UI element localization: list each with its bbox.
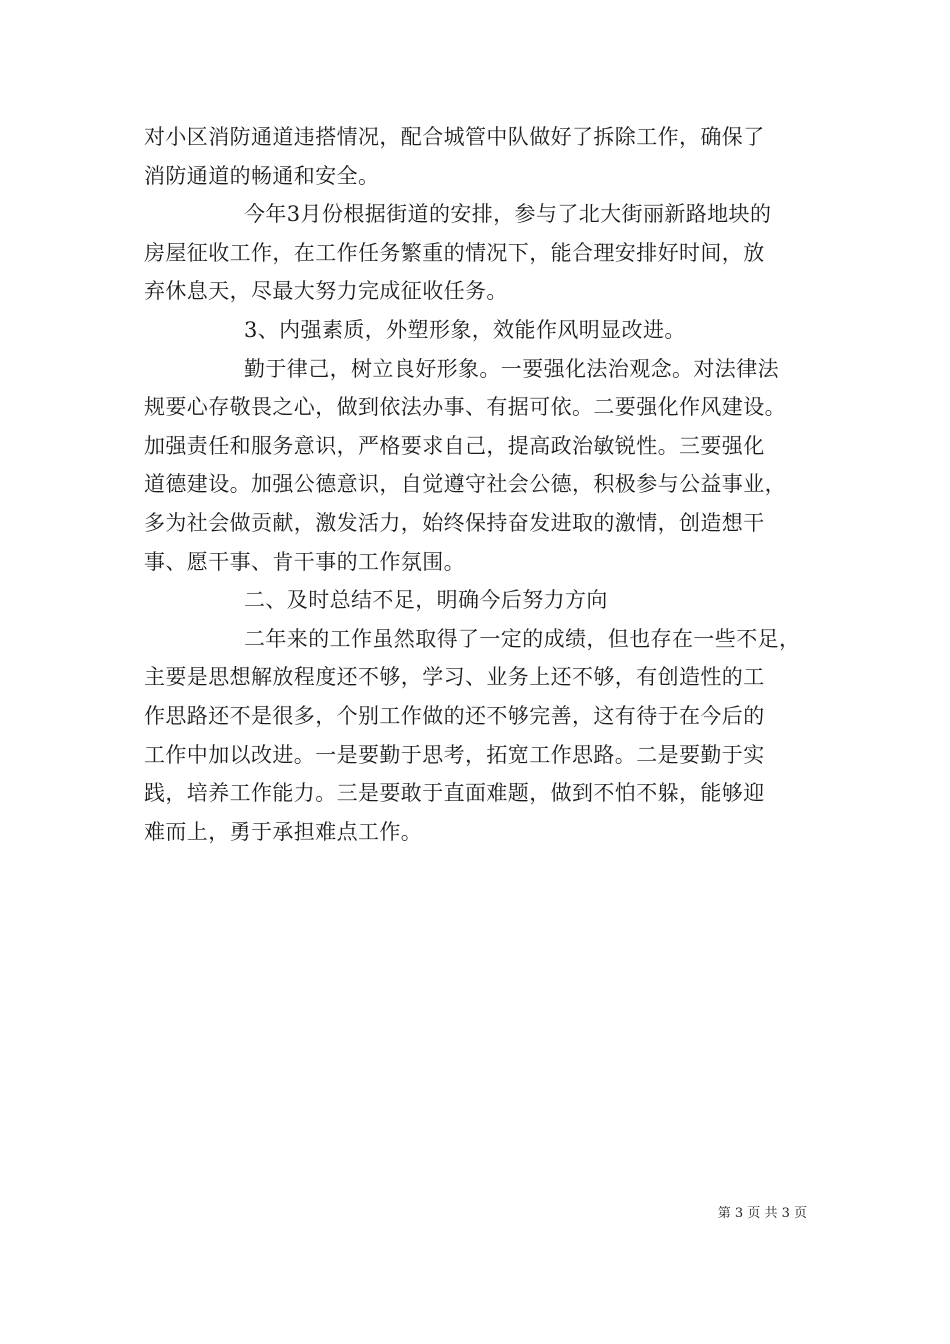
paragraph-start-line: 今年3月份根据街道的安排，参与了北大街丽新路地块的 [244, 202, 772, 227]
text-line: 加强责任和服务意识，严格要求自己，提高政治敏锐性。三要强化 [144, 433, 765, 458]
text-line: 主要是思想解放程度还不够，学习、业务上还不够，有创造性的工 [144, 665, 765, 690]
text-line: 践，培养工作能力。三是要敢于直面难题，做到不怕不躲，能够迎 [144, 781, 765, 806]
text-line: 规要心存敬畏之心，做到依法办事、有据可依。二要强化作风建设。 [144, 395, 786, 420]
text-line: 弃休息天，尽最大努力完成征收任务。 [144, 279, 508, 304]
text-line: 消防通道的畅通和安全。 [144, 163, 380, 188]
text-line: 多为社会做贡献，激发活力，始终保持奋发进取的激情，创造想干 [144, 510, 765, 535]
paragraph-start-line: 勤于律己，树立良好形象。一要强化法治观念。对法律法 [244, 356, 779, 381]
text-line: 作思路还不是很多，个别工作做的还不够完善，这有待于在今后的 [144, 703, 765, 728]
text-line: 道德建设。加强公德意识，自觉遵守社会公德，积极参与公益事业， [144, 472, 786, 497]
body-text [144, 118, 820, 851]
paragraph-start-line: 二年来的工作虽然取得了一定的成绩，但也存在一些不足， [244, 626, 801, 651]
text-line: 工作中加以改进。一是要勤于思考，拓宽工作思路。二是要勤于实 [144, 742, 765, 767]
section-heading-line: 3、内强素质，外塑形象，效能作风明显改进。 [244, 317, 686, 342]
text-line: 难而上，勇于承担难点工作。 [144, 819, 423, 844]
text-line: 对小区消防通道违搭情况，配合城管中队做好了拆除工作，确保了 [144, 125, 765, 149]
section-heading-line: 二、及时总结不足，明确今后努力方向 [244, 588, 608, 613]
page-number-footer: 第 3 页 共 3 页 [717, 1206, 807, 1221]
text-line: 事、愿干事、肯干事的工作氛围。 [144, 549, 465, 574]
text-line: 房屋征收工作，在工作任务繁重的情况下，能合理安排好时间，放 [144, 240, 765, 265]
